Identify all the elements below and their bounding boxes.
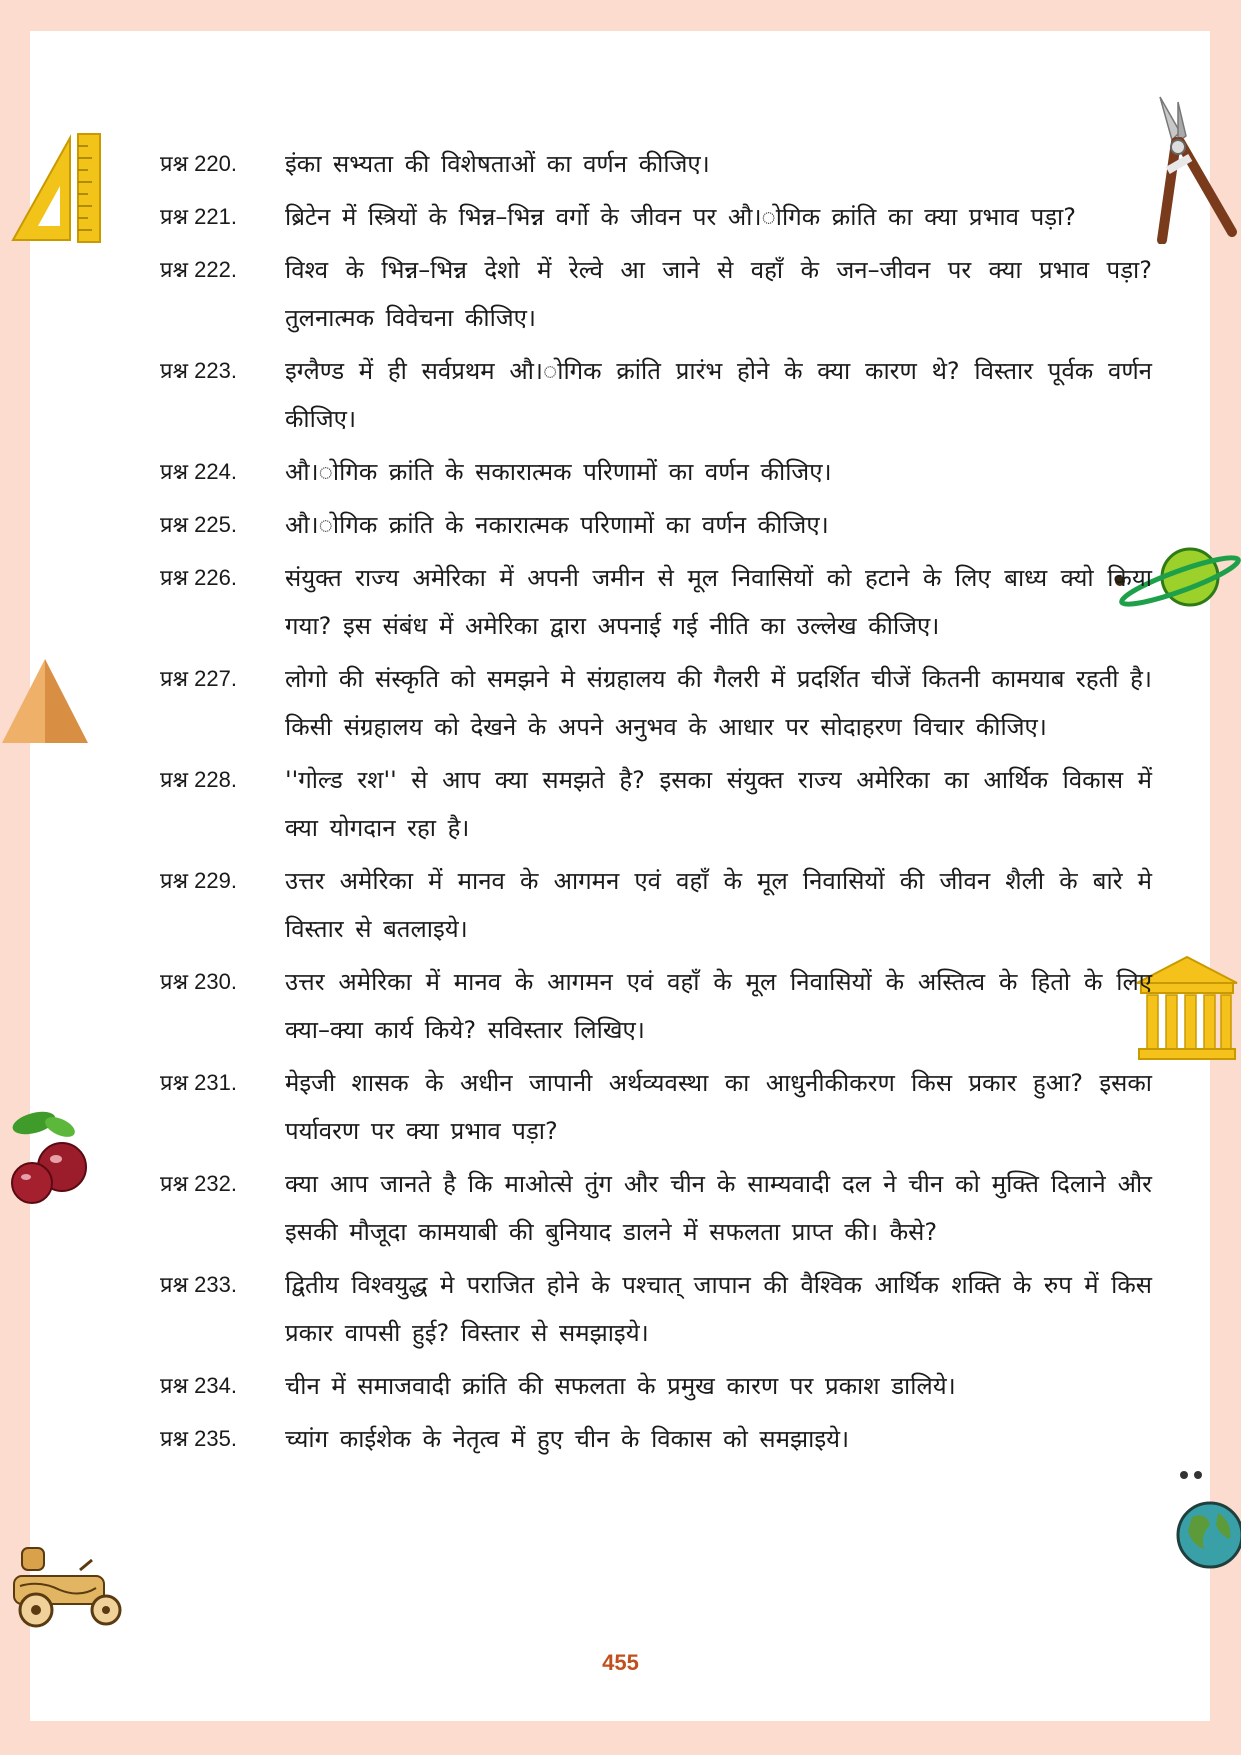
question-text: क्या आप जानते है कि माओत्से तुंग और चीन के साम्यवादी दल ने चीन को मुक्ति दिलाने और इसकी मौजूदा कामयाबी की बुनियाद डालने में सफलता प्राप्त की। कैसे? (285, 1170, 1152, 1246)
question-number: प्रश्न 233. (160, 1272, 238, 1297)
pruning-shears-icon (1150, 92, 1240, 244)
question-text: उत्तर अमेरिका में मानव के आगमन एवं वहाँ के मूल निवासियों की जीवन शैली के बारे मे विस्तार से बतलाइये। (285, 867, 1152, 943)
question-item (160, 756, 1152, 852)
question-item (160, 140, 1152, 188)
question-number: प्रश्न 229. (160, 868, 238, 893)
question-item (160, 1415, 1152, 1463)
question-text: चीन में समाजवादी क्रांति की सफलता के प्रमुख कारण पर प्रकाश डालिये। (285, 1372, 956, 1400)
question-number: प्रश्न 235. (160, 1426, 238, 1451)
question-item (160, 1059, 1152, 1155)
question-item (160, 1261, 1152, 1357)
question-text: ब्रिटेन में स्त्रियों के भिन्न–भिन्न वर्गो के जीवन पर औ।ोगिक क्रांति का क्या प्रभाव पड़ा? (285, 203, 1076, 231)
question-list (160, 140, 1152, 1468)
question-item (160, 857, 1152, 953)
question-item (160, 958, 1152, 1054)
set-square-ruler-icon (8, 130, 104, 245)
cherries-icon (4, 1105, 90, 1207)
question-text: औ।ोगिक क्रांति के नकारात्मक परिणामों का वर्णन कीजिए। (285, 511, 829, 539)
question-number: प्रश्न 231. (160, 1070, 238, 1095)
question-text: विश्व के भिन्न–भिन्न देशो में रेल्वे आ जाने से वहाँ के जन–जीवन पर क्या प्रभाव पड़ा? तुलनात्मक विवेचना कीजिए। (285, 256, 1152, 332)
question-number: प्रश्न 222. (160, 257, 238, 282)
question-text: मेइजी शासक के अधीन जापानी अर्थव्यवस्था का आधुनीकीकरण किस प्रकार हुआ? इसका पर्यावरण पर क्या प्रभाव पड़ा? (285, 1069, 1152, 1145)
question-number: प्रश्न 230. (160, 969, 238, 994)
question-text: द्वितीय विश्वयुद्ध मे पराजित होने के पश्चात् जापान की वैश्विक आर्थिक शक्ति के रुप में किस प्रकार वापसी हुई? विस्तार से समझाइये। (285, 1271, 1152, 1347)
question-item (160, 246, 1152, 342)
question-number: प्रश्न 224. (160, 459, 238, 484)
question-text: च्यांग काईशेक के नेतृत्व में हुए चीन के विकास को समझाइये। (285, 1425, 850, 1453)
question-number: प्रश्न 220. (160, 151, 238, 176)
question-item (160, 1362, 1152, 1410)
question-text: लोगो की संस्कृति को समझने मे संग्रहालय की गैलरी में प्रदर्शित चीजें कितनी कामयाब रहती है। किसी संग्रहालय को देखने के अपने अनुभव के आधार पर सोदाहरण विचार कीजिए। (285, 665, 1152, 741)
question-text: ''गोल्ड रश'' से आप क्या समझते है? इसका संयुक्त राज्य अमेरिका का आर्थिक विकास में क्या योगदान रहा है। (285, 766, 1152, 842)
question-number: प्रश्न 234. (160, 1373, 238, 1398)
question-item (160, 554, 1152, 650)
question-item (160, 655, 1152, 751)
vintage-car-icon (0, 1540, 128, 1640)
question-number: प्रश्न 225. (160, 512, 238, 537)
page-number: 455 (602, 1650, 639, 1675)
question-text: उत्तर अमेरिका में मानव के आगमन एवं वहाँ के मूल निवासियों के अस्तित्व के हितो के लिए क्या–क्या कार्य किये? सविस्तार लिखिए। (285, 968, 1152, 1044)
question-number: प्रश्न 223. (160, 358, 238, 383)
question-text: इग्लैण्ड में ही सर्वप्रथम औ।ोगिक क्रांति प्रारंभ होने के क्या कारण थे? विस्तार पूर्वक वर्णन कीजिए। (285, 357, 1152, 433)
question-text: औ।ोगिक क्रांति के सकारात्मक परिणामों का वर्णन कीजिए। (285, 458, 832, 486)
question-item (160, 448, 1152, 496)
question-number: प्रश्न 227. (160, 666, 238, 691)
question-item (160, 501, 1152, 549)
question-number: प्रश्न 221. (160, 204, 238, 229)
question-text: इंका सभ्यता की विशेषताओं का वर्णन कीजिए। (285, 150, 710, 178)
globe-icon (1170, 1465, 1241, 1575)
question-item (160, 193, 1152, 241)
question-number: प्रश्न 228. (160, 767, 238, 792)
question-number: प्रश्न 232. (160, 1171, 238, 1196)
question-item (160, 1160, 1152, 1256)
question-number: प्रश्न 226. (160, 565, 238, 590)
question-text: संयुक्त राज्य अमेरिका में अपनी जमीन से मूल निवासियों को हटाने के लिए बाध्य क्यो किया गया? इस संबंध में अमेरिका द्वारा अपनाई गई नीति का उल्लेख कीजिए। (285, 564, 1152, 640)
question-item (160, 347, 1152, 443)
pyramid-icon (0, 655, 90, 747)
